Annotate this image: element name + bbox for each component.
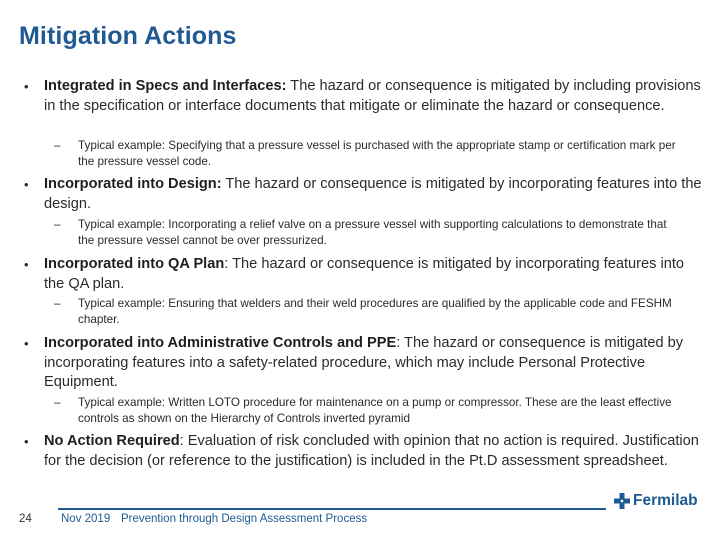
sub-bullet-text: Typical example: Incorporating a relief valve on a pressure vessel with supporting calculations to demonstrate that the pressure vessel cannot be over pressurized. [78,218,667,247]
footer-rule [58,508,606,510]
bullet-lead: Integrated in Specs and Interfaces: [44,78,287,94]
bullet-text: : The hazard or consequence is mitigated by incorporating features into the QA plan. [44,256,684,292]
bullet-text: : The hazard or consequence is mitigated by incorporating features into a safety-related procedure, which may include Personal Protective Equipment. [44,335,684,390]
bullet-text: The hazard or consequence is mitigated by incorporating features into the design. [44,176,702,212]
bullet-marker: • [24,257,29,272]
sub-bullet-marker: – [54,396,61,409]
sub-bullet-marker: – [54,139,61,152]
page-number: 24 [19,513,32,525]
bullet-text: : Evaluation of risk concluded with opinion that no action is required. Justification for the decision (or reference to the justification) is included in the Pt.D assessment spreadsheet. [44,433,699,469]
slide-title: Mitigation Actions [19,22,237,50]
bullet-marker: • [24,336,29,351]
bullet-lead: Incorporated into Administrative Controls and PPE [44,335,397,351]
slide-footer [0,508,720,532]
sub-bullet-text: Typical example: Written LOTO procedure for maintenance on a pump or compressor. These are the least effective controls as shown on the Hierarchy of Controls inverted pyramid [78,396,672,425]
bullet-marker: • [24,434,29,449]
bullet-lead: Incorporated into Design: [44,176,222,192]
bullet-marker: • [24,177,29,192]
sub-bullet-text: Typical example: Ensuring that welders and their weld procedures are qualified by the applicable code and FESHM chapter. [78,297,672,326]
sub-bullet-marker: – [54,218,61,231]
footer-date: Nov 2019 [61,513,111,525]
logo-text: Fermilab [633,492,698,509]
bullet-lead: Incorporated into QA Plan [44,256,225,272]
bullet-lead: No Action Required [44,433,180,449]
sub-bullet-marker: – [54,297,61,310]
footer-title: Prevention through Design Assessment Process [121,513,368,525]
bullet-marker: • [24,79,29,94]
bullet-text: The hazard or consequence is mitigated by including provisions in the specification or interface documents that mitigate or eliminate the hazard or consequence. [44,78,701,114]
sub-bullet-text: Typical example: Specifying that a pressure vessel is purchased with the appropriate stamp or certification mark per the pressure vessel code. [78,139,676,168]
fermilab-logo-icon [614,493,630,509]
